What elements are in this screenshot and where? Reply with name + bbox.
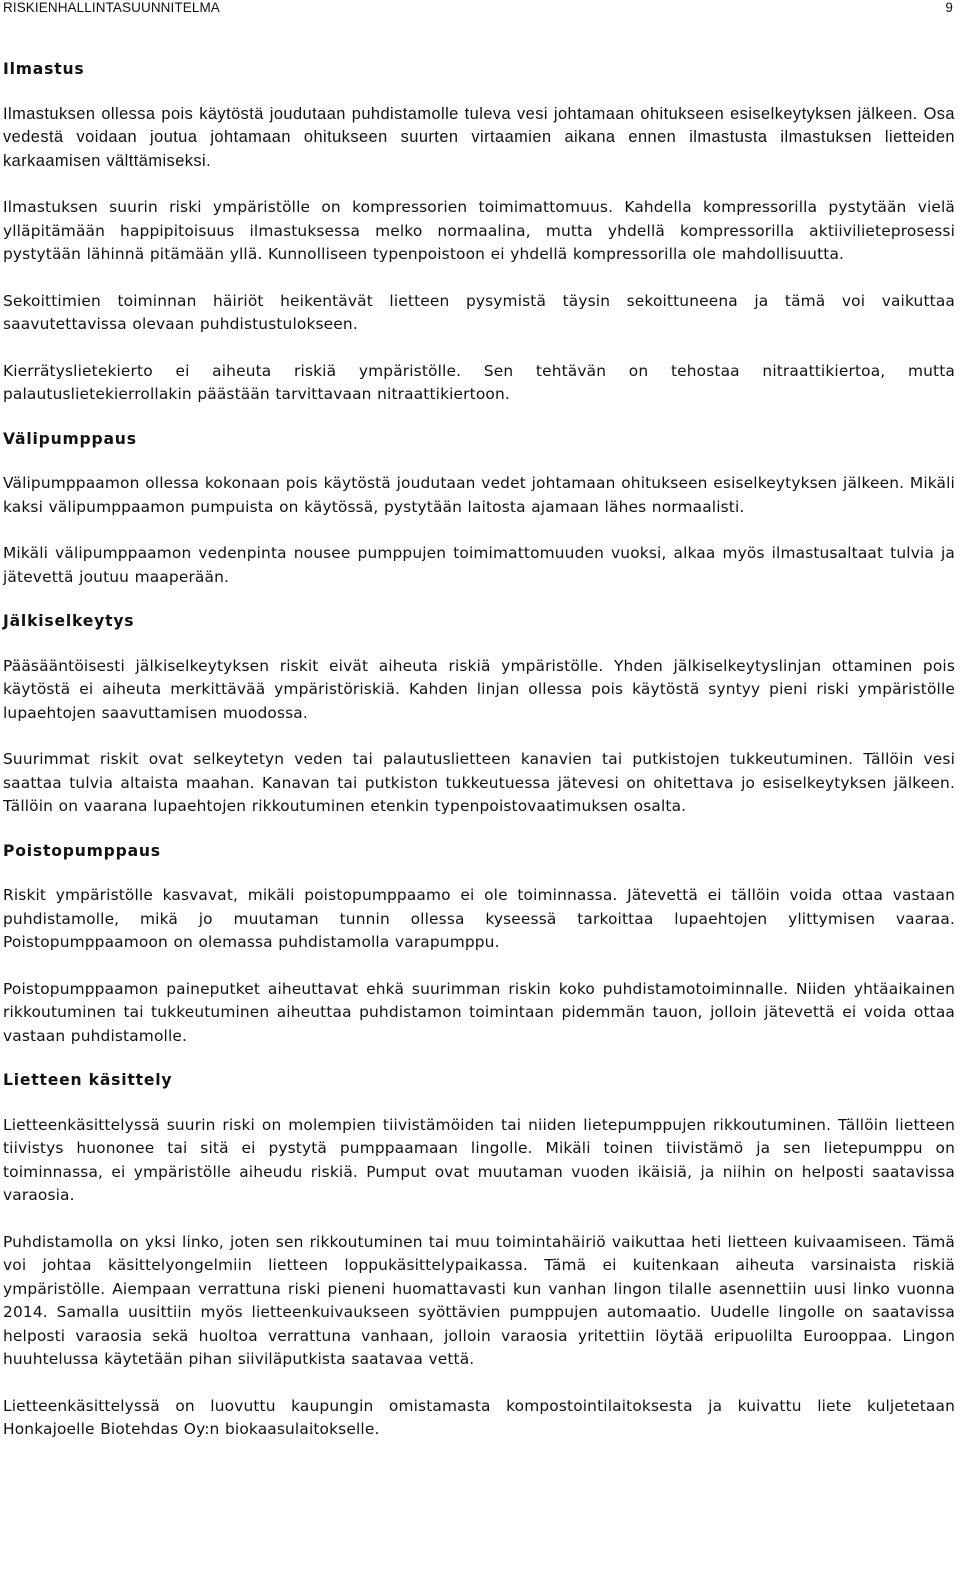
running-header [3, 0, 955, 18]
paragraph: Puhdistamolla on yksi linko, joten sen rikkoutuminen tai muu toimintahäiriö vaikuttaa heti lietteen kuivaamiseen. Tämä voi johtaa käsittelyongelmiin lietteen loppukäsittelypaikassa. Tämä ei kuitenkaan aiheuta varsinaista riskiä ympäristölle. Aiempaan verrattuna riski pieneni huomattavasti kun vanhan lingon tilalle asennettiin uusi linko vuonna 2014. Samalla uusittiin myös lietteenkuivaukseen syöttävien pumppujen automaatio. Uudelle lingolle on saatavissa helposti varaosia sekä huoltoa verrattuna vanhaan, jolloin varaosia yritettiin löytää eripuolilta Eurooppaa. Lingon huuhtelussa käytetään pihan siiviläputkista saatavaa vettä. [3, 1232, 955, 1368]
section-heading: Ilmastus [3, 60, 85, 78]
paragraph: Ilmastuksen ollessa pois käytöstä joudutaan puhdistamolle tuleva vesi johtamaan ohitukseen esiselkeytyksen jälkeen. Osa vedestä voidaan joutua johtamaan ohitukseen suurten virtaamien aikana ennen ilmastusta ilmastuksen lietteiden karkaamisen välttämiseksi. [3, 104, 955, 170]
paragraph: Mikäli välipumppaamon vedenpinta nousee pumppujen toimimattomuuden vuoksi, alkaa myös ilmastusaltaat tulvia ja jätevettä joutuu maaperään. [3, 544, 955, 586]
paragraph: Kierrätyslietekierto ei aiheuta riskiä ympäristölle. Sen tehtävän on tehostaa nitraattikiertoa, mutta palautuslietekierrollakin päästään tarvittavaan nitraattikiertoon. [3, 361, 955, 403]
paragraph: Lietteenkäsittelyssä suurin riski on molempien tiivistämöiden tai niiden lietepumppujen rikkoutuminen. Tällöin lietteen tiivistys huononee tai sitä ei pystytä pumppaamaan lingolle. Mikäli toinen tiivistämö ja sen lietepumppu on toiminnassa, ei ympäristölle aiheudu riskiä. Pumput ovat muutaman vuoden ikäisiä, ja niihin on helposti saatavissa varaosia. [3, 1115, 955, 1204]
section-heading: Lietteen käsittely [3, 1071, 173, 1089]
document-title: RISKIENHALLINTASUUNNITELMA [3, 0, 220, 15]
page-number: 9 [945, 0, 953, 15]
paragraph: Pääsääntöisesti jälkiselkeytyksen riskit eivät aiheuta riskiä ympäristölle. Yhden jälkiselkeytyslinjan ottaminen pois käytöstä ei aiheuta merkittävää ympäristöriskiä. Kahden linjan ollessa pois käytöstä syntyy pieni riski ympäristölle lupaehtojen saavuttamisen muodossa. [3, 656, 955, 722]
paragraph: Ilmastuksen suurin riski ympäristölle on kompressorien toimimattomuus. Kahdella kompressorilla pystytään vielä ylläpitämään happipitoisuus ilmastuksessa melko normaalina, mutta yhdellä kompressorilla aktiivilieteprosessi pystytään lähinnä pitämään yllä. Kunnolliseen typenpoistoon ei yhdellä kompressorilla ole mahdollisuutta. [3, 198, 955, 263]
section-lietteen-kasittely [3, 1069, 955, 1442]
section-jalkiselkeytys [3, 610, 955, 819]
paragraph: Lietteenkäsittelyssä on luovuttu kaupungin omistamasta kompostointilaitoksesta ja kuivattu liete kuljetetaan Honkajoelle Biotehdas Oy:n biokaasulaitokselle. [3, 1396, 955, 1438]
paragraph: Sekoittimien toiminnan häiriöt heikentävät lietteen pysymistä täysin sekoittuneena ja tämä voi vaikuttaa saavutettavissa olevaan puhdistustulokseen. [3, 291, 955, 333]
section-heading: Välipumppaus [3, 429, 137, 448]
section-poistopumppaus [3, 840, 955, 1049]
section-ilmastus [3, 58, 955, 407]
paragraph: Välipumppaamon ollessa kokonaan pois käytöstä joudutaan vedet johtamaan ohitukseen esiselkeytyksen jälkeen. Mikäli kaksi välipumppaamon pumpuista on käytössä, pystytään laitosta ajamaan lähes normaalisti. [3, 474, 955, 516]
section-valipumppaus [3, 428, 955, 590]
section-heading: Poistopumppaus [3, 841, 161, 860]
paragraph: Poistopumppaamon paineputket aiheuttavat ehkä suurimman riskin koko puhdistamotoiminnalle. Niiden yhtäaikainen rikkoutuminen tai tukkeutuminen aiheuttaa puhdistamon toimintaan pidemmän tauon, jolloin jätevettä ei voida ottaa vastaan puhdistamolle. [3, 979, 955, 1045]
paragraph: Suurimmat riskit ovat selkeytetyn veden tai palautuslietteen kanavien tai putkistojen tukkeutuminen. Tällöin vesi saattaa tulvia altaista maahan. Kanavan tai putkiston tukkeutuessa jätevesi on ohitettava jo esiselkeytyksen jälkeen. Tällöin on vaarana lupaehtojen rikkoutuminen etenkin typenpoistovaatimuksen osalta. [3, 750, 955, 815]
paragraph: Riskit ympäristölle kasvavat, mikäli poistopumppaamo ei ole toiminnassa. Jätevettä ei tällöin voida ottaa vastaan puhdistamolle, mikä jo muutaman tunnin ollessa kyseessä tarkoittaa lupaehtojen ylittymisen vaaraa. Poistopumppaamoon on olemassa puhdistamolla varapumppu. [3, 886, 955, 951]
document-body [3, 58, 955, 1442]
section-heading: Jälkiselkeytys [3, 612, 135, 630]
